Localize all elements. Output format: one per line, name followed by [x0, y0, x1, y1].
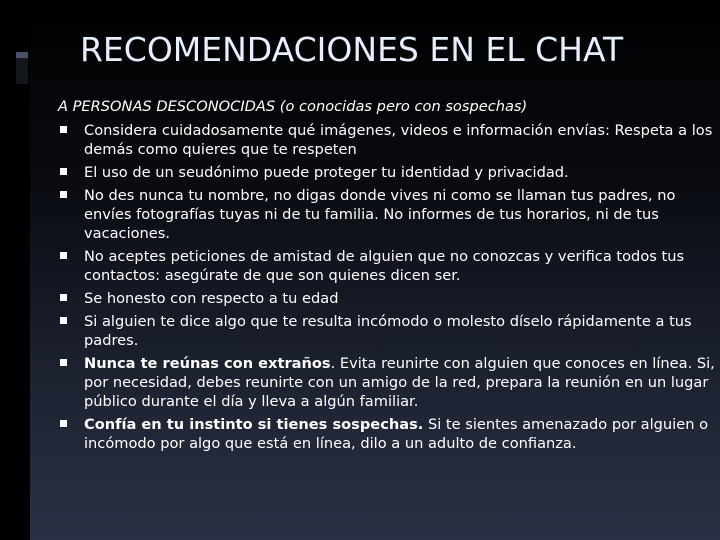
bullet-item — [58, 186, 718, 243]
bullet-text: Si alguien te dice algo que te resulta incómodo o molesto díselo rápidamente a tus padres. — [84, 313, 692, 349]
bullet-item — [58, 312, 718, 350]
bullet-text: Considera cuidadosamente qué imágenes, videos e información envías: Respeta a los demás como quieres que te respeten — [84, 122, 713, 158]
bullet-text: Si te sientes amenazado por alguien o incómodo por algo que está en línea, dilo a un adulto de confianza. — [84, 416, 709, 452]
square-bullet-icon — [60, 191, 67, 198]
square-bullet-icon — [60, 252, 67, 259]
bullet-text: Se honesto con respecto a tu edad — [84, 290, 339, 307]
accent-bar-highlight — [16, 52, 28, 58]
bullet-item — [58, 354, 718, 411]
bullet-text: No des nunca tu nombre, no digas donde vives ni como se llaman tus padres, no envíes fotografías tuyas ni de tu familia. No informes de tus horarios, ni de tus vacaciones. — [84, 187, 676, 242]
square-bullet-icon — [60, 126, 67, 133]
bullet-text: . Evita reunirte con alguien que conoces en línea. Si, por necesidad, debes reunirte con un amigo de la red, prepara la reunión en un lugar público durante el día y lleva a algún familiar. — [84, 355, 715, 410]
bullet-text: El uso de un seudónimo puede proteger tu identidad y privacidad. — [84, 164, 569, 181]
bullet-item — [58, 247, 718, 285]
bullet-item — [58, 415, 718, 453]
square-bullet-icon — [60, 168, 67, 175]
bullet-strong-text: Confía en tu instinto si tienes sospechas. — [84, 416, 424, 433]
square-bullet-icon — [60, 420, 67, 427]
slide-title: RECOMENDACIONES EN EL CHAT — [80, 30, 624, 69]
square-bullet-icon — [60, 359, 67, 366]
bullet-item — [58, 163, 718, 182]
slide-content — [58, 97, 718, 457]
square-bullet-icon — [60, 317, 67, 324]
bullet-strong-text: Nunca te reúnas con extraños — [84, 355, 331, 372]
bullet-item — [58, 289, 718, 308]
bullet-list — [58, 121, 718, 453]
bullet-item — [58, 121, 718, 159]
square-bullet-icon — [60, 294, 67, 301]
bullet-text: No aceptes peticiones de amistad de alguien que no conozcas y verifica todos tus contactos: asegúrate de que son quienes dicen ser. — [84, 248, 685, 284]
slide-subheading: A PERSONAS DESCONOCIDAS (o conocidas pero con sospechas) — [58, 98, 528, 115]
